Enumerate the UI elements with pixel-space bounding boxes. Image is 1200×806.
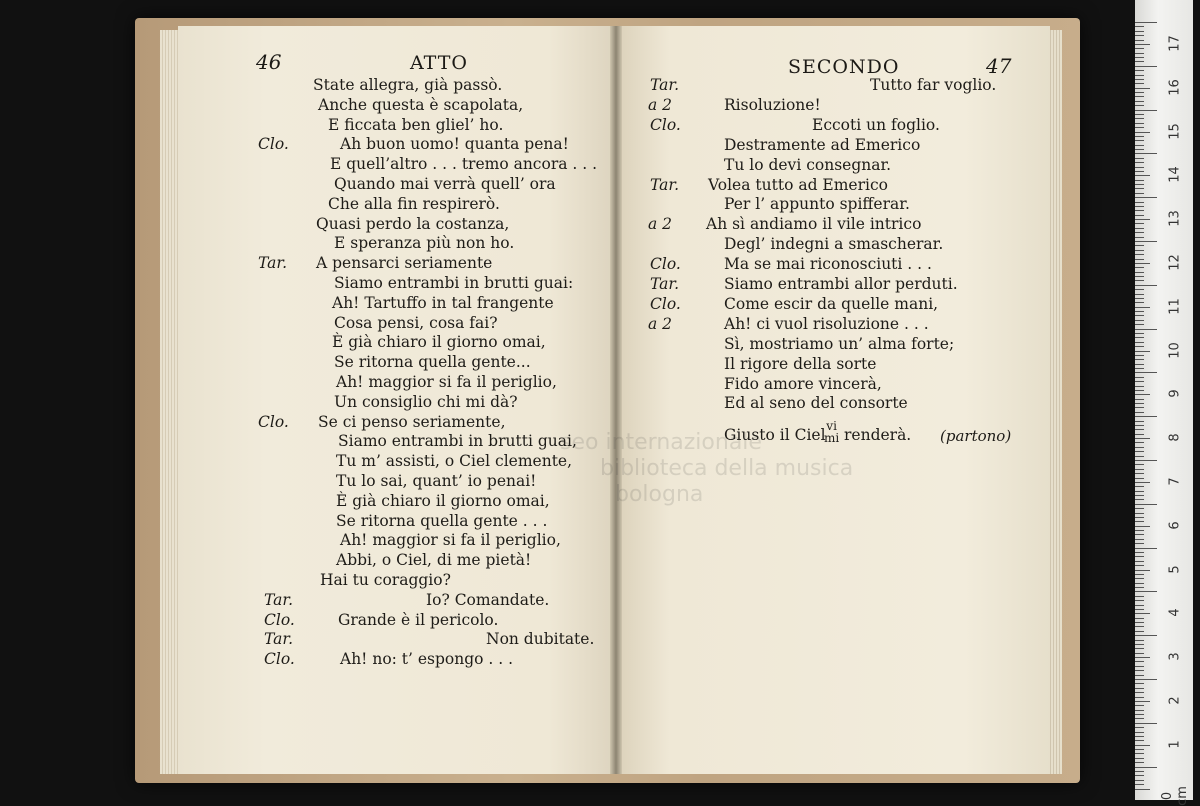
ruler-tick (1135, 705, 1144, 706)
ruler-tick (1135, 267, 1144, 268)
ruler-tick (1135, 88, 1150, 89)
ruler-tick (1135, 723, 1157, 724)
ruler-tick (1135, 215, 1144, 216)
ruler-tick (1135, 101, 1144, 102)
ruler-tick (1135, 666, 1144, 667)
verse-line: Ah! ci vuol risoluzione . . . (724, 314, 929, 333)
ruler-tick (1135, 105, 1144, 106)
stamp-line-2: biblioteca della musica (600, 456, 854, 481)
ruler-tick (1135, 508, 1144, 509)
ruler-label: 3 (1167, 652, 1183, 661)
verse-line: Un consiglio chi mi dà? (334, 392, 518, 411)
ruler-tick (1135, 670, 1144, 671)
verse-line: Ah buon uomo! quanta pena! (340, 135, 569, 154)
ruler-tick (1135, 372, 1157, 373)
verse-line: Come escir da quelle mani, (724, 294, 939, 313)
verse-line: Se ritorna quella gente... (334, 353, 531, 372)
ruler-tick (1135, 114, 1144, 115)
verse-line-end: renderà. (844, 426, 912, 444)
ruler-tick (1135, 775, 1144, 776)
speaker-label: a 2 (648, 95, 673, 114)
ruler-tick (1135, 245, 1144, 246)
left-page (178, 26, 614, 774)
ruler-tick (1135, 359, 1144, 360)
ruler-label: 12 (1167, 254, 1183, 271)
ruler-tick (1135, 456, 1144, 457)
ruler-tick (1135, 61, 1144, 62)
ruler-tick (1135, 123, 1144, 124)
ruler-tick (1135, 351, 1150, 352)
ruler-tick (1135, 272, 1144, 273)
ruler-tick (1135, 653, 1144, 654)
verse-line: Tutto far voglio. (870, 76, 997, 94)
ruler-tick (1135, 635, 1157, 636)
ruler-tick (1135, 315, 1144, 316)
ruler-tick (1135, 228, 1144, 229)
ruler-tick (1135, 657, 1150, 658)
ruler-tick (1135, 337, 1144, 338)
verse-line: E quell’altro . . . tremo ancora . . . (330, 155, 598, 174)
speaker-label: Clo. (264, 610, 295, 629)
ruler-tick (1135, 26, 1144, 27)
ruler-tick (1135, 83, 1144, 84)
ruler-tick (1135, 565, 1144, 566)
ruler-tick (1135, 622, 1144, 623)
ruler-tick (1135, 127, 1144, 128)
verse-line: Siamo entrambi in brutti guai, (338, 432, 577, 451)
ruler-label: 13 (1167, 210, 1183, 227)
verse-line: Abbi, o Ciel, di me pietà! (336, 551, 532, 570)
ruler-tick (1135, 482, 1150, 483)
ruler-tick (1135, 429, 1144, 430)
ruler-tick (1135, 701, 1150, 702)
verse-line: Anche questa è scapolata, (318, 95, 524, 114)
verse-line: Hai tu coraggio? (320, 571, 451, 589)
ruler-tick (1135, 145, 1144, 146)
ruler-tick (1135, 241, 1157, 242)
ruler-tick (1135, 605, 1144, 606)
ruler-tick (1135, 237, 1144, 238)
ruler-tick (1135, 539, 1144, 540)
speaker-label: Tar. (264, 590, 294, 609)
ruler-tick (1135, 513, 1144, 514)
page-edges-left (160, 30, 180, 774)
ruler-tick (1135, 386, 1144, 387)
ruler-tick (1135, 600, 1144, 601)
stack-top: vi (826, 419, 837, 433)
ruler-tick (1135, 478, 1144, 479)
verse-line: Tu m’ assisti, o Ciel clemente, (336, 452, 573, 471)
stamp-line-1: seo internazionale (560, 430, 762, 455)
ruler-tick (1135, 79, 1144, 80)
ruler-tick (1135, 294, 1144, 295)
ruler-tick (1135, 193, 1144, 194)
ruler-tick (1135, 346, 1144, 347)
verse-line: Il rigore della sorte (724, 354, 877, 373)
verse-line: Ed al seno del consorte (724, 394, 908, 413)
ruler-tick (1135, 364, 1144, 365)
speaker-label: Clo. (650, 115, 681, 134)
verse-line: State allegra, già passò. (313, 76, 503, 94)
verse-line: Grande è il pericolo. (338, 610, 499, 629)
verse-line: Ah sì andiamo il vile intrico (706, 215, 922, 234)
verse-line: Fido amore vincerà, (724, 374, 882, 393)
ruler-tick (1135, 66, 1157, 67)
ruler-label: 17 (1167, 35, 1183, 52)
ruler-tick (1135, 329, 1157, 330)
ruler-tick (1135, 451, 1144, 452)
speaker-label: Clo. (650, 255, 681, 274)
ruler-tick (1135, 197, 1157, 198)
ruler-tick (1135, 561, 1144, 562)
ruler-tick (1135, 298, 1144, 299)
speaker-label: a 2 (648, 215, 673, 234)
verse-line: Non dubitate. (486, 630, 595, 649)
ruler-tick (1135, 96, 1144, 97)
ruler-label: 14 (1167, 166, 1183, 184)
speaker-label: Clo. (264, 650, 295, 669)
ruler-tick (1135, 40, 1144, 41)
ruler-tick (1135, 377, 1144, 378)
speaker-label: Clo. (650, 294, 681, 313)
ruler-tick (1135, 31, 1144, 32)
ruler-tick (1135, 110, 1157, 111)
page-edges-right (1048, 30, 1062, 774)
ruler-tick (1135, 447, 1144, 448)
ruler-tick (1135, 188, 1144, 189)
ruler-label: 7 (1167, 477, 1183, 486)
ruler-tick (1135, 613, 1150, 614)
ruler-tick (1135, 530, 1144, 531)
ruler-tick (1135, 416, 1157, 417)
ruler-tick (1135, 679, 1157, 680)
verse-line: Ma se mai riconosciuti . . . (724, 255, 932, 274)
ruler-tick (1135, 324, 1144, 325)
ruler-tick (1135, 206, 1144, 207)
ruler-tick (1135, 552, 1144, 553)
ruler-label: 10 (1167, 341, 1183, 359)
stamp-line-3: bologna (615, 482, 704, 507)
book-gutter (610, 26, 622, 774)
verse-line: È già chiaro il giorno omai, (332, 333, 546, 352)
speaker-label: Tar. (258, 254, 288, 273)
ruler-tick (1135, 381, 1144, 382)
ruler-tick (1135, 718, 1144, 719)
verse-line: Ah! maggior si fa il periglio, (340, 531, 561, 550)
ruler-tick (1135, 202, 1144, 203)
ruler-tick (1135, 289, 1144, 290)
ruler-label: 11 (1167, 297, 1183, 315)
ruler-tick (1135, 644, 1144, 645)
ruler-tick (1135, 368, 1144, 369)
ruler-tick (1135, 259, 1144, 260)
verse-line: Per l’ appunto spifferar. (724, 195, 910, 214)
verse-line: E speranza più non ho. (334, 234, 515, 253)
verse-line: E ficcata ben gliel’ ho. (328, 115, 504, 134)
ruler-tick (1135, 333, 1144, 334)
verse-line: Cosa pensi, cosa fai? (334, 313, 498, 332)
verse-line: Tu lo devi consegnar. (724, 155, 892, 174)
ruler-tick (1135, 425, 1144, 426)
ruler-tick (1135, 640, 1144, 641)
ruler-tick (1135, 697, 1144, 698)
page-header: ATTO (410, 52, 468, 74)
verse-line: Eccoti un foglio. (812, 115, 940, 134)
ruler-tick (1135, 767, 1157, 768)
ruler-tick (1135, 631, 1144, 632)
ruler-tick (1135, 574, 1144, 575)
ruler-tick (1135, 118, 1144, 119)
ruler-tick (1135, 736, 1144, 737)
ruler-tick (1135, 175, 1150, 176)
ruler-label: 4 (1167, 608, 1183, 617)
ruler-tick (1135, 517, 1144, 518)
speaker-label: Clo. (258, 135, 289, 154)
ruler-tick (1135, 789, 1150, 790)
ruler-tick (1135, 578, 1144, 579)
stack-bottom: mi (824, 431, 840, 445)
ruler-tick (1135, 609, 1144, 610)
ruler-label: 6 (1167, 521, 1183, 530)
ruler-tick (1135, 780, 1144, 781)
ruler-tick (1135, 661, 1144, 662)
ruler-tick (1135, 355, 1144, 356)
ruler-tick (1135, 342, 1144, 343)
measuring-ruler (1135, 0, 1193, 806)
ruler-tick (1135, 688, 1144, 689)
ruler-label: 0 cm (1160, 785, 1190, 806)
ruler-tick (1135, 210, 1144, 211)
verse-line: Se ci penso seriamente, (318, 412, 506, 431)
ruler-tick (1135, 412, 1144, 413)
ruler-tick (1135, 648, 1144, 649)
ruler-tick (1135, 587, 1144, 588)
ruler-tick (1135, 749, 1144, 750)
ruler-tick (1135, 184, 1144, 185)
ruler-tick (1135, 596, 1144, 597)
ruler-tick (1135, 394, 1150, 395)
ruler-tick (1135, 407, 1144, 408)
ruler-tick (1135, 753, 1144, 754)
speaker-label: Clo. (258, 412, 289, 431)
ruler-tick (1135, 75, 1144, 76)
ruler-tick (1135, 307, 1150, 308)
ruler-tick (1135, 403, 1144, 404)
speaker-label: Tar. (650, 275, 680, 293)
verse-line: Quando mai verrà quell’ ora (334, 175, 556, 193)
ruler-tick (1135, 280, 1144, 281)
ruler-tick (1135, 784, 1144, 785)
ruler-tick (1135, 464, 1144, 465)
verse-line: Io? Comandate. (426, 590, 550, 609)
ruler-tick (1135, 390, 1144, 391)
ruler-tick (1135, 70, 1144, 71)
ruler-tick (1135, 495, 1144, 496)
ruler-tick (1135, 136, 1144, 137)
verse-line: Degl’ indegni a smascherar. (724, 235, 944, 254)
ruler-tick (1135, 762, 1144, 763)
ruler-tick (1135, 543, 1144, 544)
ruler-tick (1135, 710, 1144, 711)
ruler-tick (1135, 219, 1150, 220)
verse-line: Volea tutto ad Emerico (708, 175, 888, 194)
speaker-label: Tar. (650, 76, 680, 94)
ruler-tick (1135, 162, 1144, 163)
verse-line: Destramente ad Emerico (724, 135, 921, 154)
ruler-tick (1135, 521, 1144, 522)
ruler-tick (1135, 263, 1150, 264)
ruler-tick (1135, 276, 1144, 277)
page-number: 46 (256, 50, 282, 74)
ruler-tick (1135, 626, 1144, 627)
ruler-tick (1135, 140, 1144, 141)
ruler-tick (1135, 48, 1144, 49)
ruler-tick (1135, 35, 1144, 36)
verse-line: Siamo entrambi in brutti guai: (334, 274, 574, 292)
ruler-tick (1135, 618, 1144, 619)
ruler-tick (1135, 460, 1157, 461)
ruler-tick (1135, 442, 1144, 443)
ruler-tick (1135, 727, 1144, 728)
right-page (618, 26, 1050, 774)
ruler-tick (1135, 399, 1144, 400)
ruler-tick (1135, 132, 1150, 133)
ruler-tick (1135, 44, 1150, 45)
ruler-tick (1135, 254, 1144, 255)
page-header: SECONDO (788, 56, 900, 78)
ruler-label: 2 (1167, 696, 1183, 705)
ruler-label: 5 (1167, 564, 1183, 574)
ruler-tick (1135, 692, 1144, 693)
ruler-tick (1135, 491, 1144, 492)
speaker-label: Tar. (650, 175, 680, 194)
ruler-label: 8 (1167, 433, 1183, 442)
ruler-tick (1135, 675, 1144, 676)
ruler-label: 1 (1167, 740, 1183, 749)
page-number: 47 (986, 54, 1012, 78)
ruler-tick (1135, 591, 1157, 592)
verse-line: Sì, mostriamo un’ alma forte; (724, 334, 955, 353)
ruler-tick (1135, 285, 1157, 286)
verse-line: A pensarci seriamente (316, 254, 493, 273)
ruler-label: 15 (1167, 122, 1183, 140)
verse-line: Ah! Tartuffo in tal frangente (332, 293, 554, 312)
verse-line: Se ritorna quella gente . . . (336, 511, 548, 530)
ruler-tick (1135, 320, 1144, 321)
ruler-tick (1135, 740, 1144, 741)
verse-line: Ah! no: t’ espongo . . . (340, 650, 514, 669)
ruler-tick (1135, 158, 1144, 159)
verse-line: Ah! maggior si fa il periglio, (336, 373, 557, 391)
verse-line: È già chiaro il giorno omai, (336, 491, 550, 510)
ruler-tick (1135, 250, 1144, 251)
ruler-tick (1135, 745, 1150, 746)
ruler-tick (1135, 153, 1157, 154)
ruler-tick (1135, 171, 1144, 172)
ruler-tick (1135, 583, 1144, 584)
verse-line: Quasi perdo la costanza, (316, 214, 510, 233)
ruler-tick (1135, 180, 1144, 181)
ruler-tick (1135, 732, 1144, 733)
ruler-tick (1135, 167, 1144, 168)
ruler-tick (1135, 771, 1144, 772)
ruler-tick (1135, 92, 1144, 93)
verse-line: Tu lo sai, quant’ io penai! (336, 472, 537, 490)
ruler-tick (1135, 53, 1144, 54)
ruler-tick (1135, 149, 1144, 150)
ruler-tick (1135, 469, 1144, 470)
library-stamp (560, 430, 853, 508)
ruler-tick (1135, 548, 1157, 549)
ruler-tick (1135, 714, 1144, 715)
ruler-tick (1135, 683, 1144, 684)
ruler-tick (1135, 556, 1144, 557)
ruler-tick (1135, 302, 1144, 303)
ruler-tick (1135, 421, 1144, 422)
ruler-tick (1135, 223, 1144, 224)
verse-line: Risoluzione! (724, 95, 821, 114)
verse-line: Che alla fin respirerò. (328, 194, 500, 213)
ruler-label: 16 (1167, 78, 1183, 96)
verse-line-final: Giusto il Ciel (724, 426, 826, 444)
ruler-label: 9 (1167, 389, 1183, 398)
ruler-tick (1135, 499, 1144, 500)
ruler-tick (1135, 22, 1157, 23)
ruler-tick (1135, 504, 1157, 505)
speaker-label: Tar. (264, 630, 294, 649)
ruler-tick (1135, 57, 1144, 58)
verse-line: Siamo entrambi allor perduti. (724, 275, 958, 293)
ruler-tick (1135, 486, 1144, 487)
ruler-tick (1135, 438, 1150, 439)
speaker-label: a 2 (648, 314, 673, 333)
ruler-tick (1135, 570, 1150, 571)
ruler-tick (1135, 434, 1144, 435)
ruler-tick (1135, 526, 1150, 527)
ruler-tick (1135, 534, 1144, 535)
ruler-tick (1135, 473, 1144, 474)
ruler-tick (1135, 758, 1144, 759)
ruler-tick (1135, 232, 1144, 233)
stage-direction: (partono) (940, 427, 1012, 445)
ruler-tick (1135, 311, 1144, 312)
